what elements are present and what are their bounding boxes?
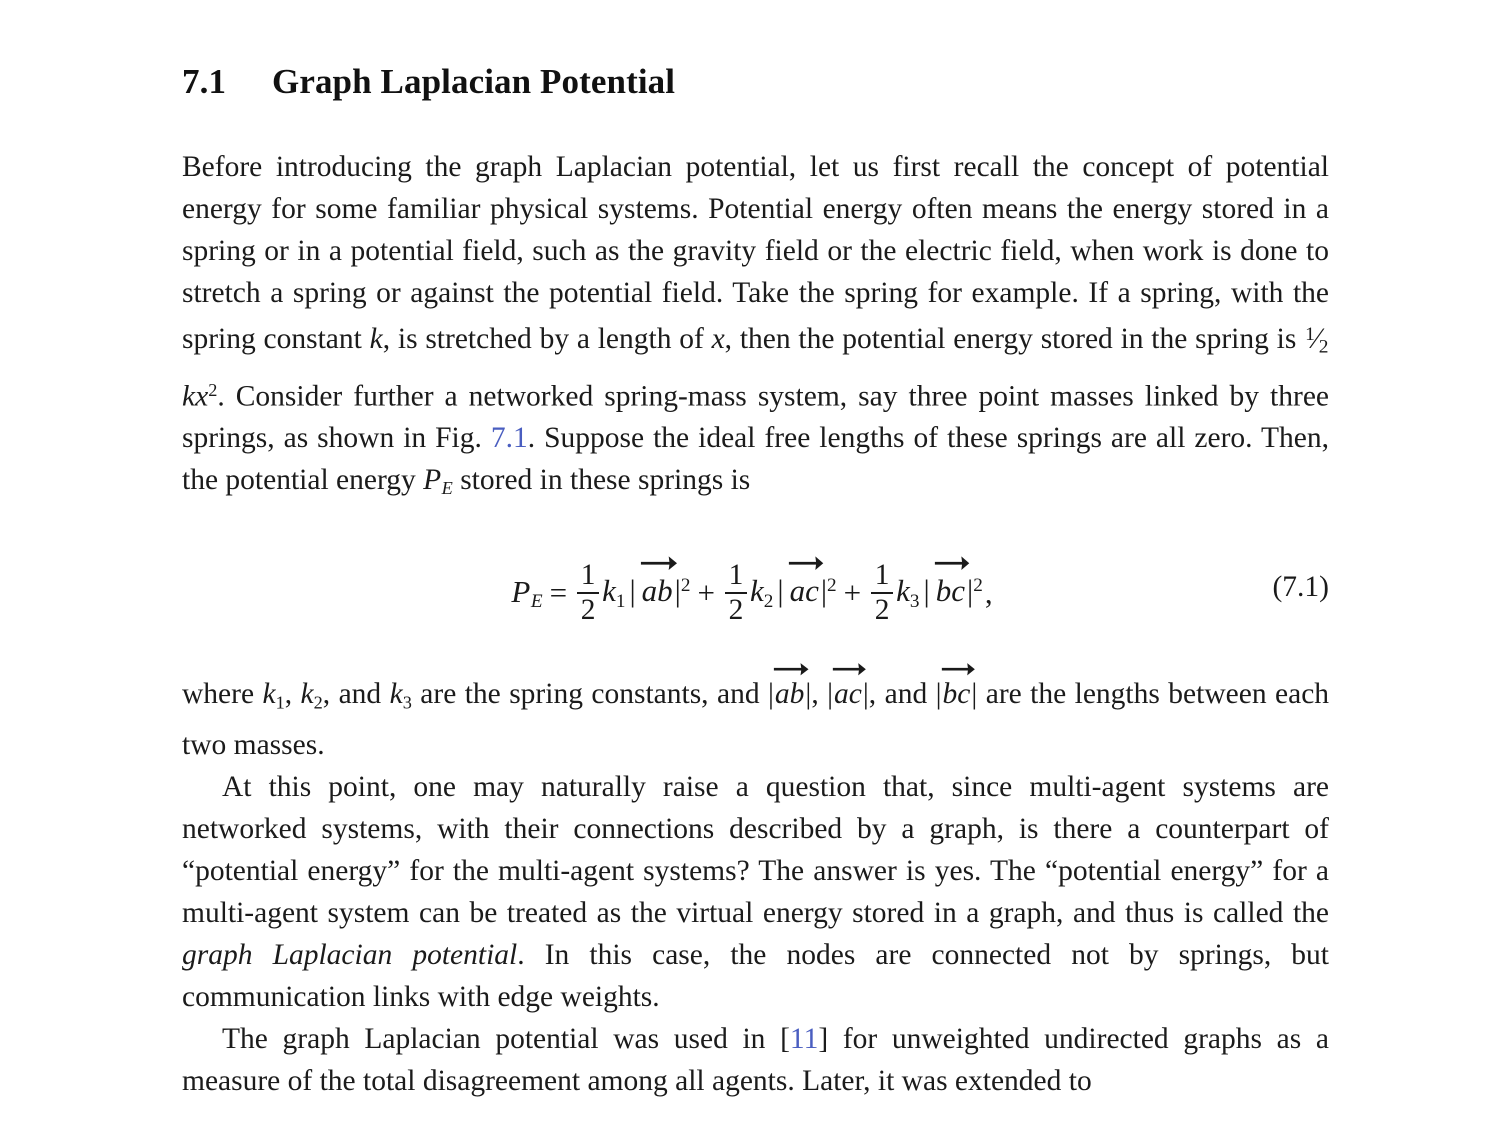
term-1-bar-open: |	[629, 573, 636, 609]
para2-bar-open-2: |	[827, 678, 834, 711]
fraction-3-denominator: 2	[874, 594, 890, 627]
overarrow-icon	[934, 553, 969, 570]
math-k1: k	[262, 678, 276, 711]
para2-bar-open-1: |	[768, 678, 774, 711]
para1-text-6: stored in these springs is	[452, 464, 751, 497]
math-k3-subscript: 3	[402, 692, 412, 713]
inline-vector-ab-label: ab	[774, 678, 805, 711]
fraction-3-numerator: 1	[874, 558, 890, 591]
math-k3: k	[389, 678, 403, 711]
term-2-vector-label: ac	[789, 573, 819, 609]
paragraph-where	[182, 673, 1329, 765]
term-1-bar-close: |	[674, 573, 681, 609]
overarrow-icon	[640, 553, 677, 570]
para4-text-1: The graph Laplacian potential was used in [	[222, 1022, 790, 1055]
term-2-exponent: 2	[827, 575, 837, 597]
math-k2: k	[300, 678, 314, 711]
math-symbol-k: k	[369, 323, 383, 356]
math-k1-subscript: 1	[275, 692, 285, 713]
equation-fraction-2	[725, 558, 747, 627]
math-exponent-two: 2	[208, 379, 218, 400]
para2-bar-close-1: |	[805, 678, 812, 711]
equation-operator-1: +	[697, 575, 715, 611]
term-2-bar-open: |	[777, 573, 784, 609]
overarrow-icon	[788, 553, 823, 570]
equation-equals: =	[549, 575, 568, 611]
para2-bar-close-3: |	[971, 678, 978, 711]
para2-bar-close-2: |	[862, 678, 869, 711]
inline-vector-ab	[774, 680, 806, 710]
paragraph-multi-agent	[182, 766, 1329, 1018]
inline-fraction-one-half	[1304, 314, 1329, 368]
section-heading	[182, 0, 1329, 102]
term-2-vector-ac	[788, 573, 821, 609]
overarrow-icon	[832, 660, 866, 675]
overarrow-icon	[941, 660, 975, 675]
term-1-exponent: 2	[680, 575, 691, 597]
term-3-coefficient: k	[896, 573, 910, 609]
para2-text-3: , and	[322, 678, 390, 711]
equation-lhs	[511, 574, 542, 613]
para2-text-2: ,	[284, 678, 301, 711]
equation-term-2	[750, 573, 837, 613]
term-3-vector-label: bc	[935, 573, 965, 609]
term-2-coefficient: k	[749, 573, 764, 609]
equation-term-1	[602, 573, 690, 613]
equation-row	[511, 545, 999, 641]
equation-body	[182, 545, 1329, 641]
equation-fraction-3	[871, 558, 893, 627]
term-3-coefficient-subscript: 3	[909, 591, 920, 613]
equation-trailing-comma: ,	[984, 575, 993, 611]
math-symbol-kx: kx	[182, 380, 209, 413]
term-1-vector-label: ab	[641, 573, 673, 609]
emphasis-graph-laplacian-potential: graph Laplacian potential	[182, 938, 518, 971]
term-3-bar-open: |	[923, 573, 930, 609]
inline-vector-bc-label: bc	[942, 678, 971, 711]
term-1-coefficient-subscript: 1	[615, 591, 626, 613]
para2-text-6: , and	[868, 678, 936, 711]
fraction-slash: ⁄	[1314, 323, 1319, 356]
math-subscript-E: E	[441, 478, 453, 499]
overarrow-icon	[773, 660, 809, 675]
equation-lhs-subscript: E	[530, 591, 543, 612]
inline-vector-ac	[833, 680, 863, 710]
para1-text-1: Before introducing the graph Laplacian potential, let us first recall the concept of potential energy for some familiar physical systems. Potential energy often means the energy stored in a spring or in a potential field, such as the gravity field or the electric field, when work is done to stretch a spring or against the potential field. Take the spring for example. If a spring, with the spring constant	[182, 151, 1329, 356]
term-3-bar-close: |	[967, 573, 974, 609]
para2-text-5: ,	[811, 678, 828, 711]
display-equation-7-1	[182, 545, 1329, 641]
para1-text-4: . Consider further a networked spring-mass system, say three point masses linked by three springs, as shown in Fig.	[182, 380, 1329, 455]
fraction-2-numerator: 1	[728, 558, 744, 591]
term-2-coefficient-subscript: 2	[763, 591, 774, 613]
term-1-vector-ab	[640, 573, 675, 609]
para2-text-7: are the lengths between each two masses.	[182, 678, 1330, 761]
section-number: 7.1	[182, 62, 227, 101]
paragraph-intro	[182, 146, 1329, 509]
term-2-bar-close: |	[820, 573, 828, 609]
math-symbol-P: P	[423, 464, 442, 497]
text-column	[182, 0, 1329, 1102]
para2-text-1: where	[182, 678, 263, 711]
para1-text-3: , then the potential energy stored in the spring is	[724, 323, 1305, 356]
paragraph-citation	[182, 1018, 1329, 1102]
section-title: Graph Laplacian Potential	[272, 62, 676, 101]
equation-fraction-1	[577, 558, 599, 627]
fraction-denominator: 2	[1318, 336, 1328, 358]
equation-lhs-symbol: P	[511, 573, 531, 609]
citation-link-11[interactable]: 11	[789, 1022, 819, 1055]
para3-text-2: . In this case, the nodes are connected not by springs, but communication links with edge weights.	[182, 938, 1330, 1013]
term-3-exponent: 2	[973, 575, 983, 597]
fraction-numerator: 1	[1305, 324, 1315, 346]
math-symbol-x: x	[711, 323, 725, 356]
fraction-1-numerator: 1	[580, 558, 596, 591]
equation-term-3	[896, 573, 983, 613]
equation-operator-2: +	[843, 575, 862, 611]
para1-text-2: , is stretched by a length of	[382, 323, 712, 356]
para2-bar-open-3: |	[935, 678, 942, 711]
para4-text-2: ] for unweighted undirected graphs as a measure of the total disagreement among all agents. Later, it was extended to	[182, 1022, 1329, 1097]
inline-vector-ac-label: ac	[834, 678, 862, 711]
para2-text-4: are the spring constants, and	[411, 678, 769, 711]
term-1-coefficient: k	[602, 573, 616, 609]
figure-reference-link[interactable]: 7.1	[490, 422, 528, 455]
math-k2-subscript: 2	[313, 692, 323, 713]
para1-text-5: . Suppose the ideal free lengths of these springs are all zero. Then, the potential energy	[182, 422, 1329, 497]
equation-number: (7.1)	[1272, 571, 1329, 604]
para3-text-1: At this point, one may naturally raise a question that, since multi-agent systems are networked systems, with their connections described by a graph, is there a counterpart of “potential energy” for the multi-agent systems? The answer is yes. The “potential energy” for a multi-agent system can be treated as the virtual energy stored in a graph, and thus is called the	[182, 770, 1329, 929]
fraction-1-denominator: 2	[580, 594, 596, 627]
fraction-2-denominator: 2	[728, 594, 744, 627]
inline-vector-bc	[942, 680, 972, 710]
term-3-vector-bc	[934, 573, 967, 609]
